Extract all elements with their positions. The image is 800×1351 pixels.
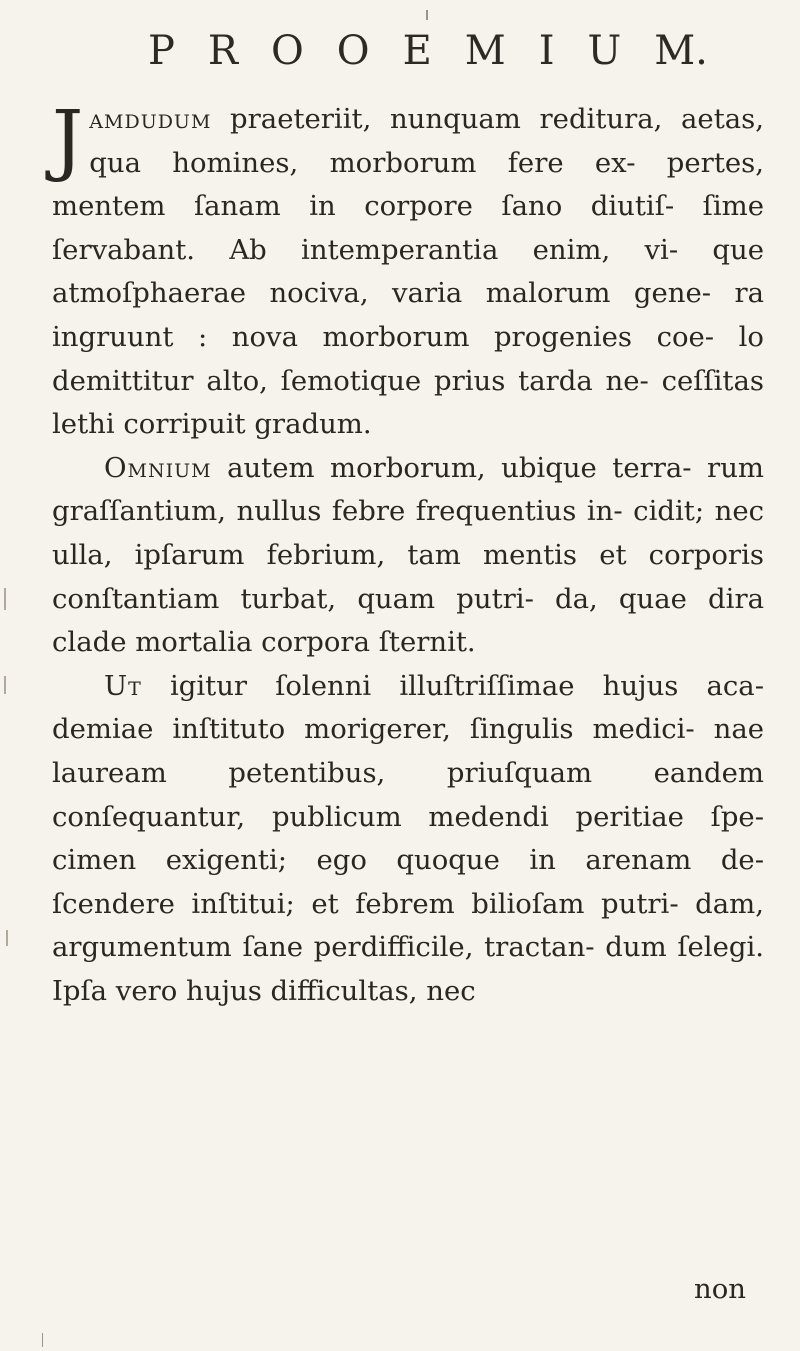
body-text — [52, 95, 764, 1013]
heading-letter: I — [538, 28, 555, 74]
heading-letter: O — [336, 28, 370, 74]
catchword: non — [694, 1273, 746, 1305]
heading-letter: M — [464, 28, 506, 74]
paragraph-text: igitur ſolenni illuſtriſſimae hujus aca- demiae inſtituto morigerer, ſingulis medici- nae lauream petentibus, priuſquam eandem conſequantur, publicum medendi peritiae ſpe- cimen exigenti; ego quoque in arenam de- ſcendere inſtitui; et febrem bilioſam putri- dam, argumentum ſane perdifficile, tractan- dum ſelegi. Ipſa vero hujus difficultas, nec — [52, 669, 764, 1007]
margin-mark — [4, 588, 6, 610]
drop-cap: J — [52, 95, 84, 185]
paragraph-text: autem morborum, ubique terra- rum graſſantium, nullus febre frequentius in- cidit; nec ulla, ipſarum febrium, tam mentis et corporis conſtantiam turbat, quam putri- da, quae dira clade mortalia corpora ſternit. — [52, 451, 764, 659]
paragraph-text: praeteriit, nunquam reditura, aetas, qua homines, morborum fere ex- pertes, mentem ſanam in corpore ſano diutiſ- ſime ſervabant. Ab intemperantia enim, vi- que atmoſphaerae nociva, varia malorum gene- ra ingruunt : nova morborum progenies coe- lo demittitur alto, ſemotique prius tarda ne- ceſſitas lethi corripuit gradum. — [52, 103, 764, 441]
margin-mark — [426, 10, 428, 20]
page-heading — [148, 28, 708, 74]
margin-mark — [42, 1333, 43, 1347]
heading-letter: U — [587, 28, 622, 74]
paragraph — [52, 665, 764, 1014]
opening-word: amdudum — [89, 103, 212, 135]
opening-word: Omnium — [104, 451, 212, 484]
heading-letter: P — [148, 28, 175, 74]
margin-mark — [6, 930, 8, 946]
heading-letter: M. — [654, 28, 708, 74]
paragraph — [52, 95, 764, 447]
heading-letter: E — [402, 28, 432, 74]
margin-mark — [4, 676, 6, 694]
heading-letter: R — [207, 28, 239, 74]
paragraph — [52, 447, 764, 665]
opening-word: Ut — [104, 669, 142, 702]
heading-letter: O — [271, 28, 304, 74]
